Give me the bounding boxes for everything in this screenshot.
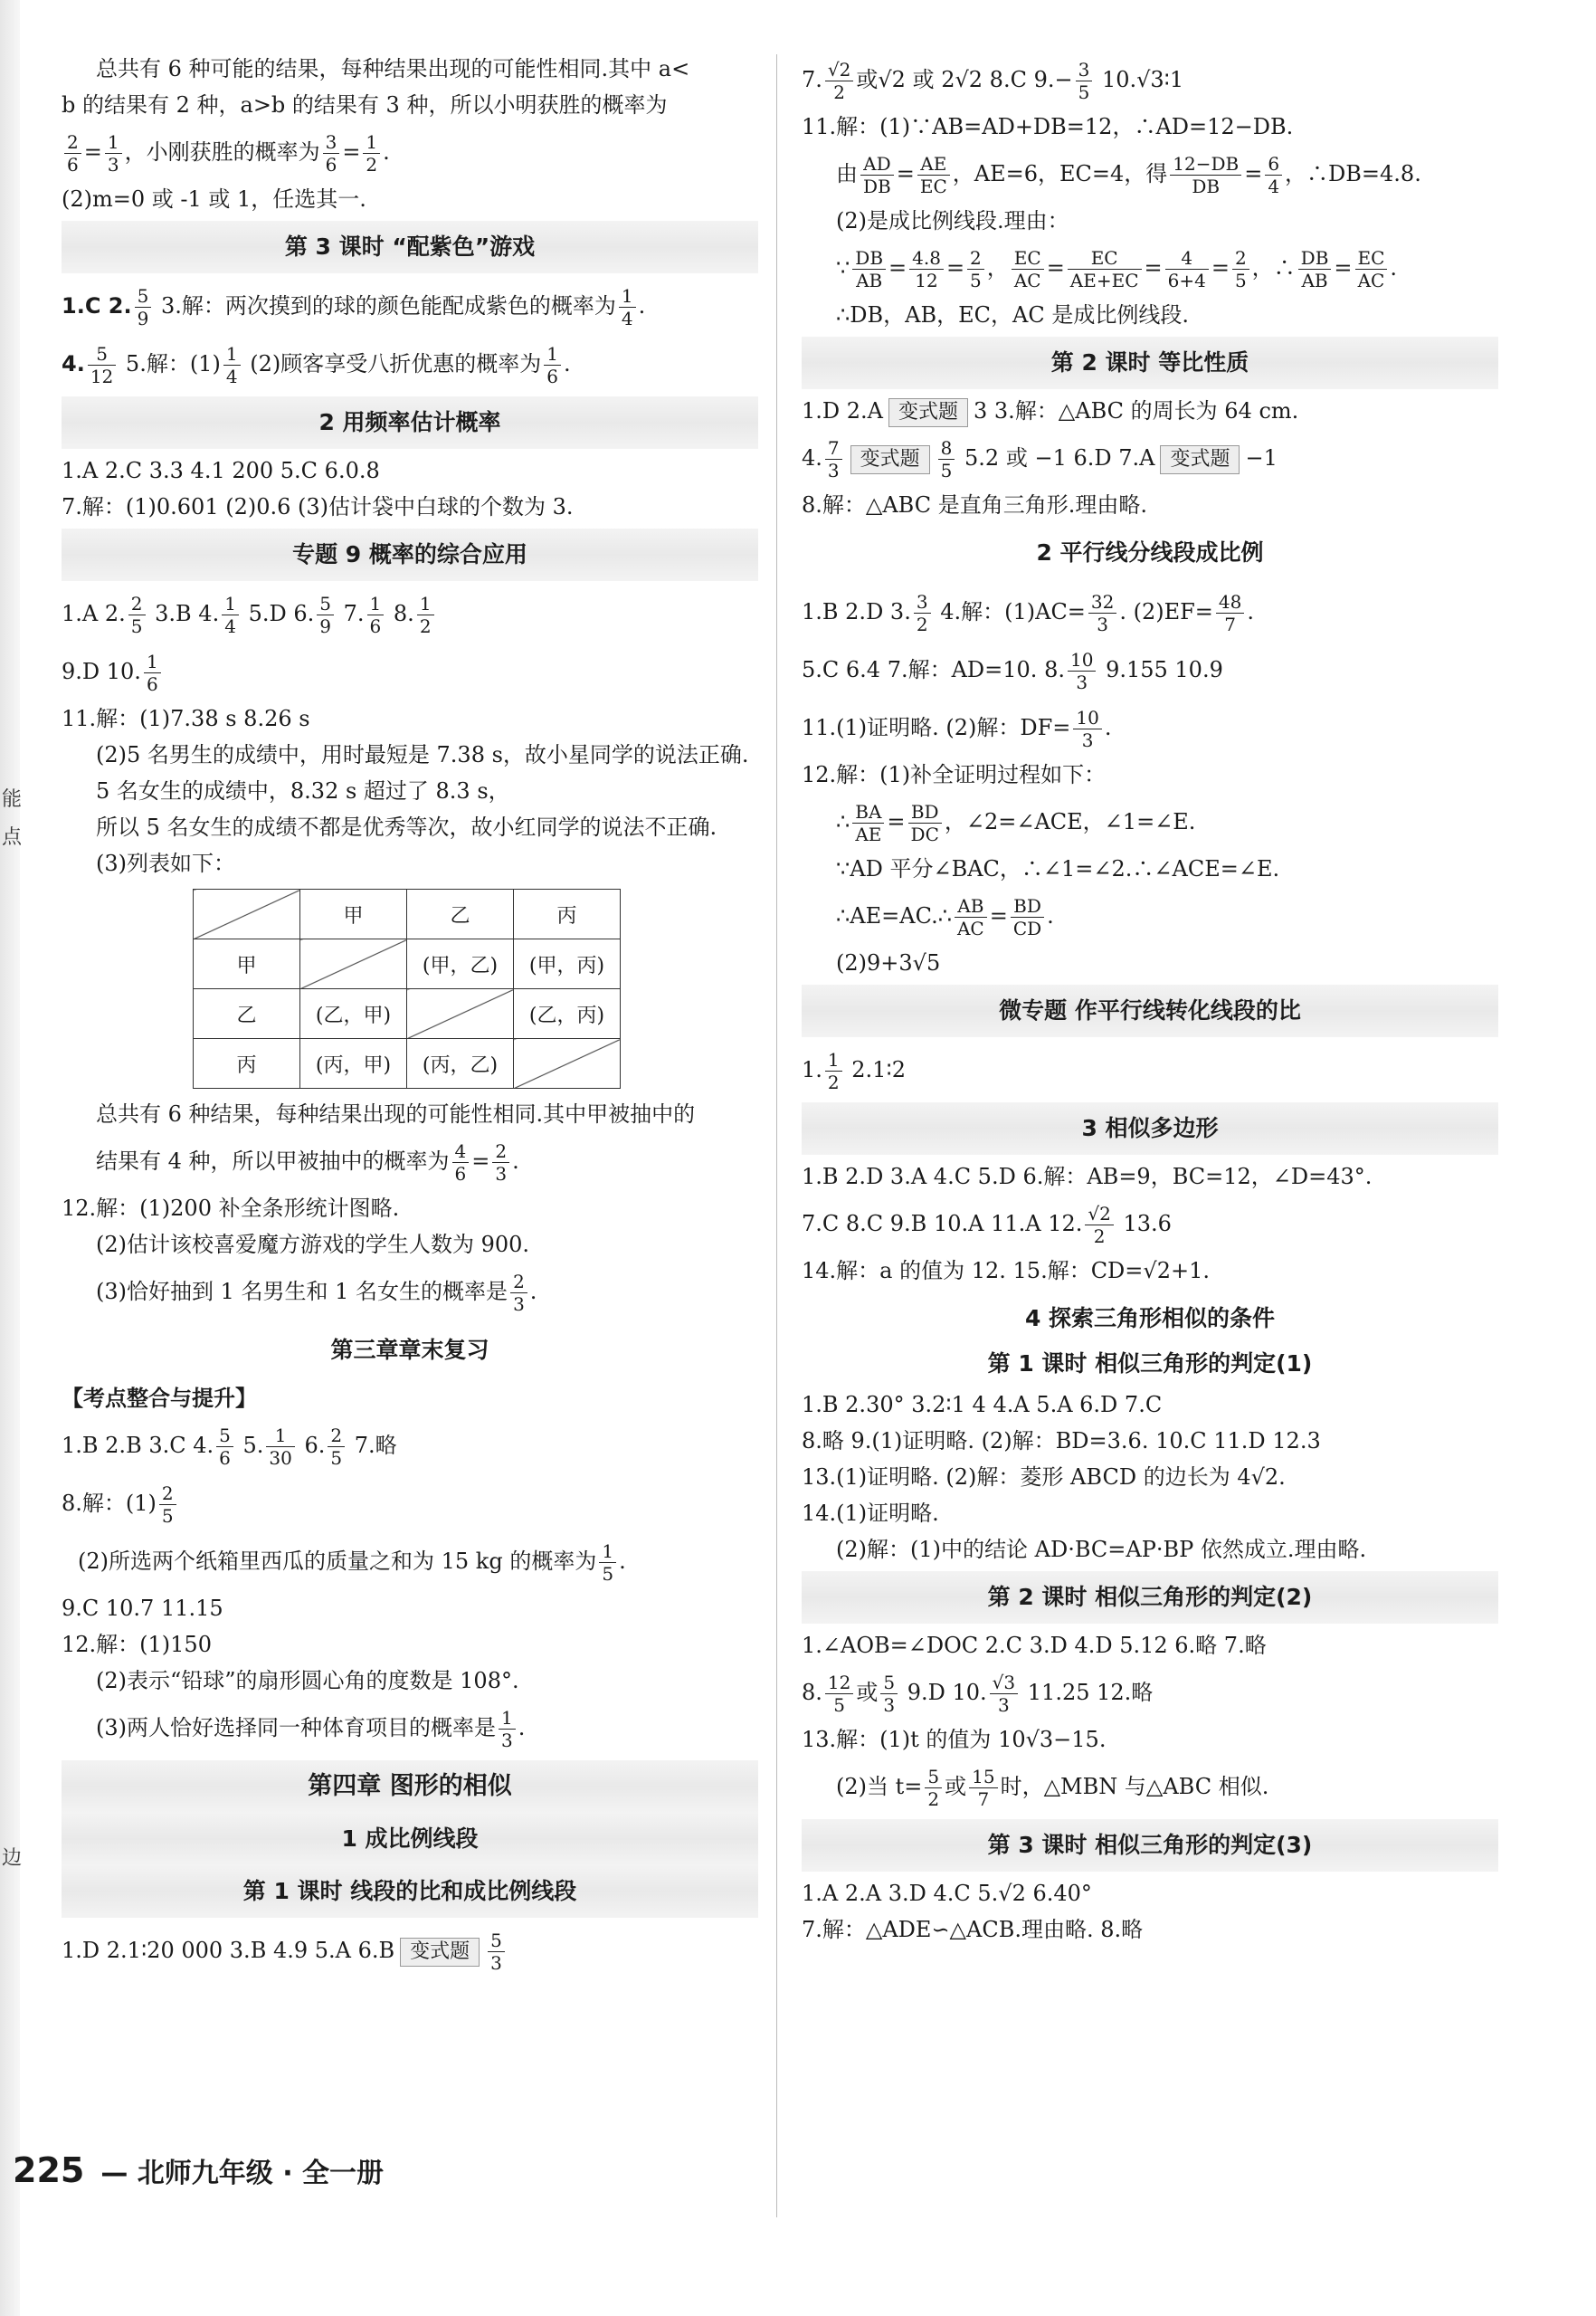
text-line: 8.略 9.(1)证明略. (2)解：BD=3.6. 10.C 11.D 12.3 — [802, 1428, 1321, 1453]
variant-tag: 变式题 — [1160, 445, 1240, 474]
text-line: 9.C 10.7 11.15 — [62, 1596, 223, 1621]
text-line: 1.A 2.C 3.3 4.1 200 5.C 6.0.8 — [62, 458, 380, 483]
text-line: 7.解：△ADE∽△ACB.理由略. 8.略 — [802, 1917, 1144, 1942]
text-line: 1.B 2.B 3.C 4. $\frac{5}{6}$ 5. $\frac{1}{30}$ 6. $\frac{2}{5}$ 7.略 — [62, 1425, 397, 1469]
book-title: — 北师九年级 · 全一册 — [100, 2158, 385, 2189]
variant-tag: 变式题 — [850, 445, 930, 474]
text-line: b 的结果有 2 种，a>b 的结果有 3 种，所以小明获胜的概率为 — [62, 92, 668, 118]
text-line: 8. $\frac{12}{5}$ 或 $\frac{5}{3}$ 9.D 10. $\frac{√3}{3}$ 11.25 12.略 — [802, 1672, 1154, 1716]
text-line: 14.解：a 的值为 12. 15.解：CD=√2+1. — [802, 1258, 1210, 1283]
table-cell: 甲 — [194, 939, 300, 989]
edge-char: 边 — [2, 1847, 23, 1870]
text-line: 9.D 10. $\frac{1}{6}$ — [62, 643, 758, 701]
edge-char: 点 — [2, 826, 23, 849]
table-cell: (丙，乙) — [407, 1039, 514, 1089]
text-line: 总共有 6 种结果，每种结果出现的可能性相同.其中甲被抽中的 — [96, 1101, 696, 1127]
text-line: (3)恰好抽到 1 名男生和 1 名女生的概率是 $\frac{2}{3}$ . — [96, 1271, 537, 1315]
text-line: (2)5 名男生的成绩中，用时最短是 7.38 s，故小星同学的说法正确. — [96, 742, 749, 767]
variant-tag: 变式题 — [888, 398, 968, 427]
page-number: 225 — [13, 2150, 85, 2190]
lesson-heading: 第 3 课时 相似三角形的判定(3) — [802, 1819, 1498, 1872]
text-line: 13.(1)证明略. (2)解：菱形 ABCD 的边长为 4√2. — [802, 1464, 1286, 1490]
section-heading: 3 相似多边形 — [802, 1102, 1498, 1155]
table-cell: (甲，丙) — [514, 939, 621, 989]
page-footer — [13, 2150, 384, 2190]
table-cell — [407, 989, 514, 1039]
section-heading: 微专题 作平行线转化线段的比 — [802, 985, 1498, 1037]
text-line: (3)两人恰好选择同一种体育项目的概率是 $\frac{1}{3}$ . — [96, 1707, 526, 1751]
text-line: 4. $\frac{5}{12}$ 5.解：(1) $\frac{1}{4}$ (2)顾客享受八折优惠的概率为 $\frac{1}{6}$ . — [62, 343, 571, 387]
table-cell: 乙 — [194, 989, 300, 1039]
text-line: 1.D 2.1∶20 000 3.B 4.9 5.A 6.B 变式题 $\frac{5}{3}$ — [62, 1921, 758, 1979]
lesson-heading: 第 2 课时 相似三角形的判定(2) — [802, 1571, 1498, 1624]
text-line: 14.(1)证明略. — [802, 1501, 939, 1526]
table-header: 甲 — [300, 890, 407, 939]
section-heading: 1 成比例线段 — [62, 1813, 758, 1865]
text-line: 12.解：(1)补全证明过程如下： — [802, 762, 1107, 787]
text-line: ∴ $\frac{BA}{AE}$ = $\frac{BD}{DC}$ ，∠2=∠ACE，∠1=∠E. — [836, 801, 1196, 845]
section-heading: 专题 9 概率的综合应用 — [62, 529, 758, 581]
text-line: 5.C 6.4 7.解：AD=10. 8. $\frac{10}{3}$ 9.155 10.9 — [802, 649, 1223, 693]
table-row — [194, 1039, 621, 1089]
text-line: 1.A 2. $\frac{2}{5}$ 3.B 4. $\frac{1}{4}$ 5.D 6. $\frac{5}{9}$ 7. $\frac{1}{6}$ 8. $\frac{1}{2}$ — [62, 585, 758, 643]
table-cell: (乙，丙) — [514, 989, 621, 1039]
text-line: 1.C 2. $\frac{5}{9}$ 3.解：两次摸到的球的颜色能配成紫色的概率为 $\frac{1}{4}$ . — [62, 285, 646, 329]
text-line: 由 $\frac{AD}{DB}$ = $\frac{AE}{EC}$ ，AE=6，EC=4，得 $\frac{12-DB}{DB}$ = $\frac{6}{4}$ ，∴DB=4.8. — [836, 153, 1421, 197]
text-line: 1.A 2.A 3.D 4.C 5.√2 6.40° — [802, 1881, 1092, 1906]
text-line: 1.∠AOB=∠DOC 2.C 3.D 4.D 5.12 6.略 7.略 — [802, 1633, 1267, 1658]
table-row — [194, 989, 621, 1039]
right-column — [802, 51, 1498, 1948]
text-line: 1.B 2.D 3.A 4.C 5.D 6.解：AB=9，BC=12，∠D=43°. — [802, 1164, 1373, 1189]
text-line: ∴DB，AB，EC，AC 是成比例线段. — [836, 302, 1189, 328]
table-corner — [194, 890, 300, 939]
text-line: 1. $\frac{1}{2}$ 2.1∶2 — [802, 1049, 906, 1093]
text-line: 所以 5 名女生的成绩不都是优秀等次，故小红同学的说法不正确. — [96, 815, 717, 840]
text-line: (2)表示“铅球”的扇形圆心角的度数是 108°. — [96, 1668, 519, 1693]
text-line: 8.解：△ABC 是直角三角形.理由略. — [802, 492, 1148, 518]
text-line: (2)m=0 或 -1 或 1，任选其一. — [62, 186, 366, 212]
section-heading: 第三章章末复习 — [330, 1337, 489, 1363]
text-line: ∵ $\frac{DB}{AB}$ = $\frac{4.8}{12}$ = $\frac{2}{5}$ ， $\frac{EC}{AC}$ = $\frac{EC}{AE+EC}$ = $\frac{4}{6+4}$ = $\frac{2}{5}$ ，∴ $\frac{DB}{AB}$ = $\frac{EC}{AC}$ . — [836, 247, 1398, 291]
section-heading: 第 3 课时 “配紫色”游戏 — [62, 221, 758, 273]
table-cell — [514, 1039, 621, 1089]
section-heading: 4 探索三角形相似的条件 — [1024, 1305, 1276, 1331]
section-heading: 2 平行线分线段成比例 — [1036, 539, 1264, 566]
text-line: (2)所选两个纸箱里西瓜的质量之和为 15 kg 的概率为 $\frac{1}{5}$ . — [78, 1540, 626, 1585]
outcome-table — [193, 889, 621, 1089]
text-line: (2)解：(1)中的结论 AD·BC=AP·BP 依然成立.理由略. — [836, 1537, 1367, 1562]
text-line: (2)当 t= $\frac{5}{2}$ 或 $\frac{15}{7}$ 时，△MBN 与△ABC 相似. — [836, 1766, 1269, 1810]
text-line: 7. $\frac{√2}{2}$ 或√2 或 2√2 8.C 9.− $\frac{3}{5}$ 10.√3∶1 — [802, 59, 1184, 103]
table-cell — [300, 939, 407, 989]
edge-char: 能 — [2, 788, 23, 811]
text-line: 12.解：(1)200 补全条形统计图略. — [62, 1196, 400, 1221]
text-line: 7.解：(1)0.601 (2)0.6 (3)估计袋中白球的个数为 3. — [62, 494, 574, 519]
text-line: 12.解：(1)150 — [62, 1632, 212, 1657]
variant-tag: 变式题 — [400, 1938, 480, 1967]
table-cell: (丙，甲) — [300, 1039, 407, 1089]
text-line: 5 名女生的成绩中，8.32 s 超过了 8.3 s， — [96, 778, 510, 804]
text-line: 11.(1)证明略. (2)解：DF= $\frac{10}{3}$ . — [802, 707, 1112, 751]
table-cell: (甲，乙) — [407, 939, 514, 989]
subheading: 【考点整合与提升】 — [62, 1386, 257, 1411]
text-line: ∵AD 平分∠BAC，∴∠1=∠2.∴∠ACE=∠E. — [836, 856, 1280, 882]
text-line: (2)9+3√5 — [836, 950, 941, 976]
table-row — [194, 939, 621, 989]
section-heading: 2 用频率估计概率 — [62, 396, 758, 449]
text-line: 8.解：(1) $\frac{2}{5}$ — [62, 1474, 758, 1532]
text-line: 4. $\frac{7}{3}$ 变式题 $\frac{8}{5}$ 5.2 或 −1 6.D 7.A 变式题 −1 — [802, 437, 1278, 481]
lesson-heading: 第 2 课时 等比性质 — [802, 337, 1498, 389]
table-header: 丙 — [514, 890, 621, 939]
text-line: 7.C 8.C 9.B 10.A 11.A 12. $\frac{√2}{2}$ 13.6 — [802, 1203, 1172, 1247]
text-line: 11.解：(1)∵AB=AD+DB=12，∴AD=12−DB. — [802, 114, 1294, 139]
column-divider — [776, 54, 777, 2217]
text-line: 1.B 2.30° 3.2∶1 4 4.A 5.A 6.D 7.C — [802, 1392, 1163, 1417]
text-line: 总共有 6 种可能的结果，每种结果出现的可能性相同.其中 a< — [96, 56, 690, 81]
chapter-heading: 第四章 图形的相似 — [62, 1760, 758, 1813]
text-line: 1.D 2.A 变式题 3 3.解：△ABC 的周长为 64 cm. — [802, 393, 1498, 429]
binding-edge — [0, 0, 23, 2316]
text-line: (2)是成比例线段.理由： — [836, 208, 1069, 234]
text-line: (3)列表如下： — [96, 851, 235, 876]
text-line: ∴AE=AC.∴ $\frac{AB}{AC}$ = $\frac{BD}{CD}$ . — [836, 895, 1054, 939]
text-line: 结果有 4 种，所以甲被抽中的概率为 $\frac{4}{6}$ = $\frac{2}{3}$ . — [96, 1140, 519, 1185]
text-line: 13.解：(1)t 的值为 10√3−15. — [802, 1727, 1107, 1752]
left-column — [62, 51, 758, 1979]
text-line: $\frac{2}{6}$ = $\frac{1}{3}$ ，小刚获胜的概率为 $\frac{3}{6}$ = $\frac{1}{2}$ . — [62, 123, 758, 181]
text-line: (2)估计该校喜爱魔方游戏的学生人数为 900. — [96, 1232, 530, 1257]
lesson-heading: 第 1 课时 线段的比和成比例线段 — [62, 1865, 758, 1918]
table-cell: (乙，甲) — [300, 989, 407, 1039]
table-cell: 丙 — [194, 1039, 300, 1089]
lesson-heading: 第 1 课时 相似三角形的判定(1) — [987, 1350, 1313, 1377]
table-row — [194, 890, 621, 939]
text-line: 1.B 2.D 3. $\frac{3}{2}$ 4.解：(1)AC= $\frac{32}{3}$ . (2)EF= $\frac{48}{7}$ . — [802, 591, 1255, 635]
table-header: 乙 — [407, 890, 514, 939]
text-line: 11.解：(1)7.38 s 8.26 s — [62, 706, 310, 731]
